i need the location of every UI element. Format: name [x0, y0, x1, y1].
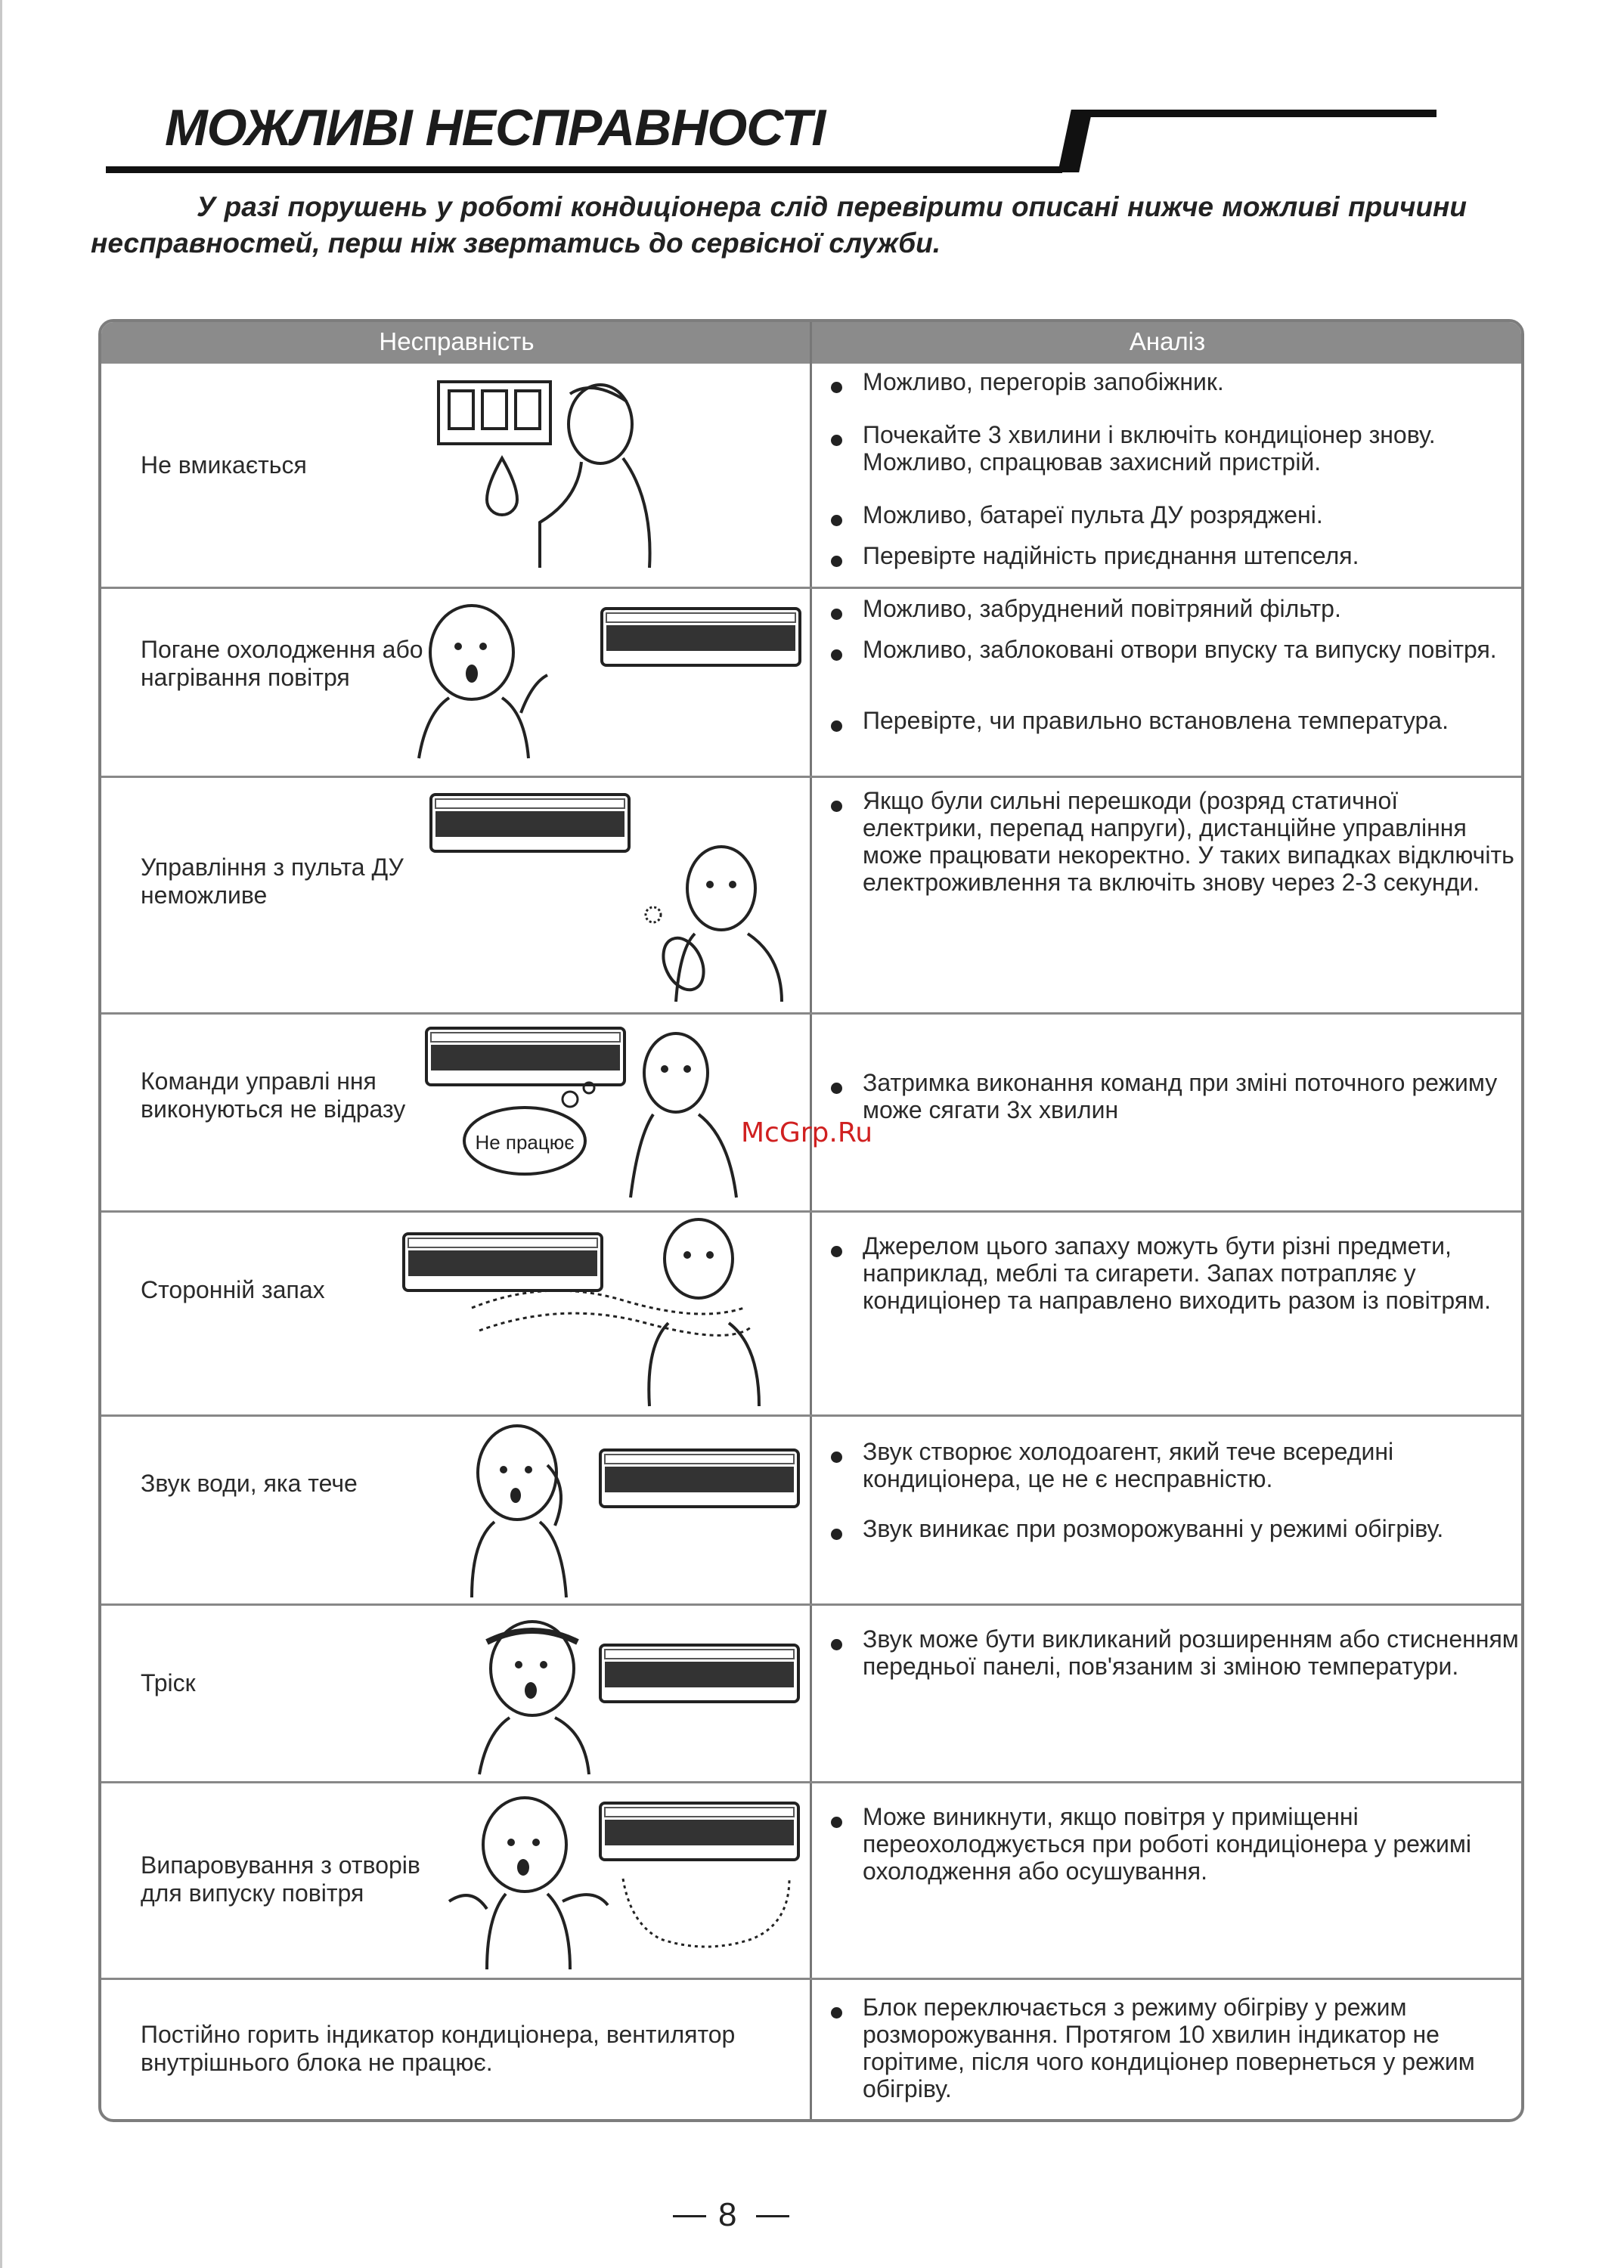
analysis-item: Звук може бути викликаний розширенням або стисненням передньої панелі, пов'язаним зі зміною температури.: [823, 1625, 1519, 1680]
title-overline: [1074, 110, 1436, 117]
analysis-list: [823, 1069, 1519, 1123]
bullet-icon: [831, 720, 842, 732]
table-row: [101, 1417, 1521, 1603]
analysis-list: [823, 368, 1519, 569]
analysis-list: [823, 1625, 1519, 1680]
analysis-item: Перевірте надійність приєднання штепселя.: [823, 542, 1519, 569]
page-number-dash-left: [673, 2215, 706, 2217]
page-title: МОЖЛИВІ НЕСПРАВНОСТІ: [165, 99, 826, 156]
bullet-icon: [831, 556, 842, 567]
table-row: [101, 1980, 1521, 2122]
vapor-illustration: [434, 1788, 804, 1973]
table-row: [101, 364, 1521, 587]
analysis-item: Можливо, забруднений повітряний фільтр.: [823, 595, 1519, 622]
page-number-dash-right: [756, 2215, 789, 2217]
analysis-list: [823, 1438, 1519, 1542]
analysis-item: Якщо були сильні перешкоди (розряд статичної електрики, перепад напруги), дистанційне управління може працювати некоректно. У таких випадках відключіть електроживлення та включіть знову через 2-3 секунди.: [823, 787, 1519, 896]
fault-label: Не вмикається: [141, 451, 307, 479]
bullet-icon: [831, 1817, 842, 1828]
bullet-icon: [831, 609, 842, 620]
bullet-icon: [831, 1639, 842, 1650]
command-delay-illustration: [411, 1024, 804, 1205]
fuse-box-illustration: [434, 371, 661, 575]
fault-label: Сторонній запах: [141, 1276, 325, 1303]
page-header: [106, 98, 1452, 174]
title-underline: [106, 166, 1062, 173]
fault-label: Випаровування з отворів для випуску повітря: [141, 1851, 420, 1907]
table-row: [101, 1213, 1521, 1414]
column-header-analysis: Аналіз: [1129, 327, 1206, 355]
analysis-item: Звук створює холодоагент, який тече всередині кондиціонера, це не є несправністю.: [823, 1438, 1519, 1492]
fault-label: Тріск: [141, 1669, 196, 1696]
analysis-item: Звук виникає при розморожуванні у режимі обігріву.: [823, 1515, 1519, 1542]
bullet-icon: [831, 1529, 842, 1540]
analysis-item: Можливо, заблоковані отвори впуску та випуску повітря.: [823, 636, 1519, 663]
analysis-item: Почекайте 3 хвилини і включіть кондиціонер знову. Можливо, спрацював захисний пристрій.: [823, 421, 1519, 476]
odor-illustration: [396, 1217, 804, 1410]
analysis-list: [823, 1232, 1519, 1314]
table-row: [101, 589, 1521, 776]
bullet-icon: [831, 1083, 842, 1094]
analysis-item: Перевірте, чи правильно встановлена температура.: [823, 707, 1519, 734]
fault-label: Погане охолодження або нагрівання повітря: [141, 636, 423, 691]
table-row: [101, 1015, 1521, 1210]
table-row: [101, 1783, 1521, 1978]
bullet-icon: [831, 649, 842, 661]
page-edge: [0, 0, 2, 2268]
watermark: McGrp.Ru: [741, 1117, 873, 1148]
troubleshooting-table: [98, 319, 1524, 2122]
table-row: [101, 778, 1521, 1012]
fault-label: Управління з пульта ДУ неможливе: [141, 854, 404, 909]
analysis-item: Затримка виконання команд при зміні поточного режиму може сягати 3х хвилин: [823, 1069, 1519, 1123]
table-row: [101, 1606, 1521, 1781]
title-slash: [1058, 110, 1092, 172]
crackling-illustration: [464, 1612, 804, 1778]
analysis-list: [823, 595, 1519, 734]
analysis-item: Можливо, батареї пульта ДУ розряджені.: [823, 501, 1519, 528]
analysis-list: [823, 787, 1519, 896]
analysis-list: [823, 1803, 1519, 1885]
analysis-item: Можливо, перегорів запобіжник.: [823, 368, 1519, 395]
bullet-icon: [831, 382, 842, 393]
analysis-item: Може виникнути, якщо повітря у приміщенні переохолоджується при роботі кондиціонера у режимі охолодження або осушування.: [823, 1803, 1519, 1885]
analysis-item: Блок переключається з режиму обігріву у режим розморожування. Протягом 10 хвилин індикатор не горітиме, після чого кондиціонер повернеться у режим обігріву.: [823, 1994, 1519, 2102]
bullet-icon: [831, 2007, 842, 2019]
bullet-icon: [831, 801, 842, 812]
bullet-icon: [831, 1246, 842, 1257]
person-ac-illustration: [404, 600, 804, 766]
intro-paragraph: У разі порушень у роботі кондиціонера слід перевірити описані нижче можливі причини несправностей, перш ніж звертатись до сервісної служби.: [91, 191, 1467, 259]
bullet-icon: [831, 435, 842, 446]
column-header-fault: Несправність: [379, 327, 535, 355]
bullet-icon: [831, 515, 842, 526]
page-number: 8: [718, 2196, 737, 2233]
fault-label: Команди управлі ння виконуються не відразу: [141, 1067, 406, 1123]
analysis-item: Джерелом цього запаху можуть бути різні предмети, наприклад, меблі та сигарети. Запах потрапляє у кондиціонер та направлено виходить разом із повітрям.: [823, 1232, 1519, 1314]
water-sound-illustration: [442, 1420, 804, 1601]
speech-bubble-text: Не працює: [475, 1131, 575, 1154]
fault-label: Звук води, яка тече: [141, 1470, 358, 1497]
fault-label: Постійно горить індикатор кондиціонера, вентилятор внутрішнього блока не працює.: [141, 2021, 736, 2076]
analysis-list: [823, 1994, 1519, 2102]
bullet-icon: [831, 1452, 842, 1463]
remote-control-illustration: [426, 790, 804, 1009]
